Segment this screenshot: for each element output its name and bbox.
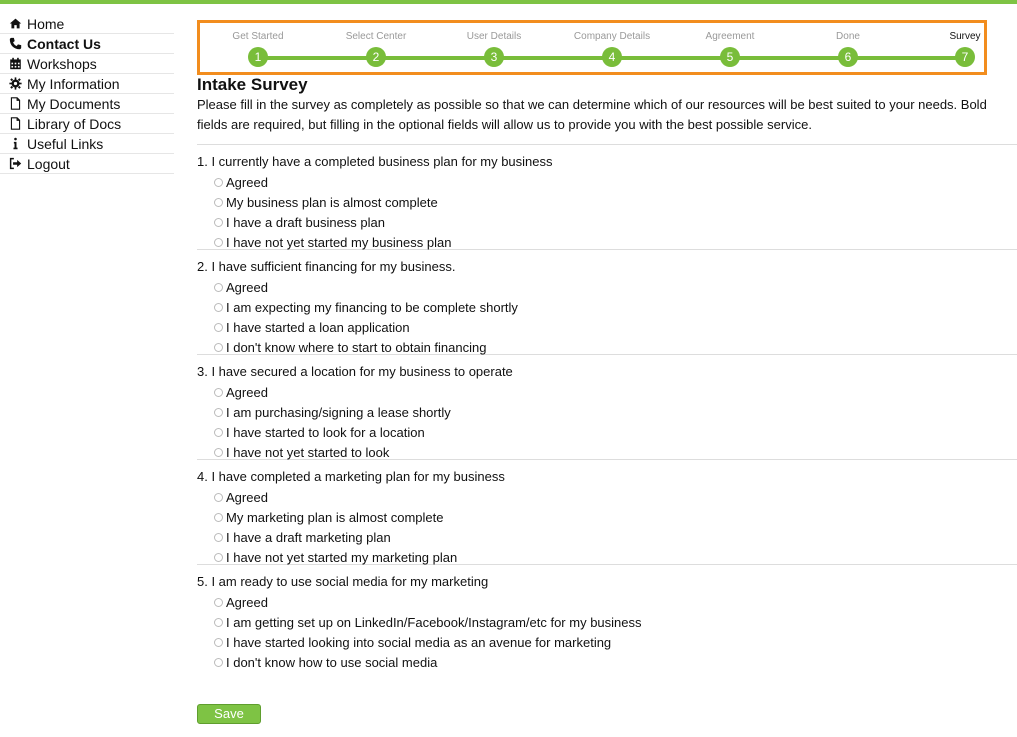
radio-button[interactable] <box>214 198 223 207</box>
sidebar-item-label: Contact Us <box>27 35 101 52</box>
radio-option[interactable] <box>214 527 1017 547</box>
sidebar-nav <box>0 14 174 174</box>
step-number: 7 <box>955 47 975 67</box>
radio-button[interactable] <box>214 533 223 542</box>
step-label: Select Center <box>345 31 407 42</box>
info-icon <box>9 137 22 150</box>
home-icon <box>9 17 22 30</box>
option-label: I don't know how to use social media <box>226 654 438 670</box>
radio-button[interactable] <box>214 303 223 312</box>
radio-button[interactable] <box>214 323 223 332</box>
option-label: I have not yet started my marketing plan <box>226 549 458 565</box>
step-number: 4 <box>602 47 622 67</box>
step-number: 6 <box>838 47 858 67</box>
step-label: Survey <box>949 31 981 42</box>
radio-button[interactable] <box>214 283 223 292</box>
radio-option[interactable] <box>214 277 1017 297</box>
question-text: 1. I currently have a completed business plan for my business <box>197 154 553 169</box>
sidebar-item-label: Useful Links <box>27 135 104 152</box>
sidebar-item-label: Logout <box>27 155 70 172</box>
radio-option[interactable] <box>214 487 1017 507</box>
sidebar-item-label: My Information <box>27 75 120 92</box>
radio-button[interactable] <box>214 638 223 647</box>
sidebar-item-home[interactable] <box>0 14 174 34</box>
option-label: My business plan is almost complete <box>226 194 438 210</box>
sidebar-item-logout[interactable] <box>0 154 174 174</box>
option-label: I am purchasing/signing a lease shortly <box>226 404 451 420</box>
option-label: I have not yet started to look <box>226 444 390 460</box>
radio-button[interactable] <box>214 618 223 627</box>
sidebar-item-useful-links[interactable] <box>0 134 174 154</box>
radio-option[interactable] <box>214 632 1017 652</box>
question-text: 2. I have sufficient financing for my business. <box>197 259 456 274</box>
step-agreement[interactable] <box>680 23 780 67</box>
option-label: Agreed <box>226 594 268 610</box>
radio-button[interactable] <box>214 553 223 562</box>
phone-icon <box>9 37 22 50</box>
radio-button[interactable] <box>214 218 223 227</box>
survey-question <box>197 144 1017 249</box>
document-icon <box>9 97 22 110</box>
step-label: Get Started <box>232 31 284 42</box>
radio-option[interactable] <box>214 402 1017 422</box>
radio-option[interactable] <box>214 382 1017 402</box>
option-label: I have started a loan application <box>226 319 410 335</box>
step-number: 1 <box>248 47 268 67</box>
survey-form <box>197 75 1017 669</box>
sidebar-item-library-of-docs[interactable] <box>0 114 174 134</box>
step-label: Agreement <box>705 31 755 42</box>
option-label: Agreed <box>226 279 268 295</box>
sidebar-item-my-documents[interactable] <box>0 94 174 114</box>
top-accent-bar <box>0 0 1017 4</box>
radio-button[interactable] <box>214 658 223 667</box>
radio-button[interactable] <box>214 448 223 457</box>
step-number: 5 <box>720 47 740 67</box>
option-label: I am getting set up on LinkedIn/Facebook/Instagram/etc for my business <box>226 614 642 630</box>
radio-button[interactable] <box>214 493 223 502</box>
radio-button[interactable] <box>214 598 223 607</box>
page-title: Intake Survey <box>197 75 308 94</box>
radio-option[interactable] <box>214 507 1017 527</box>
sidebar-item-my-information[interactable] <box>0 74 174 94</box>
survey-question <box>197 249 1017 354</box>
radio-option[interactable] <box>214 297 1017 317</box>
survey-question <box>197 354 1017 459</box>
radio-option[interactable] <box>214 592 1017 612</box>
option-label: I am expecting my financing to be complete shortly <box>226 299 518 315</box>
option-label: I don't know where to start to obtain financing <box>226 339 487 355</box>
sidebar-item-label: My Documents <box>27 95 121 112</box>
survey-question <box>197 459 1017 564</box>
step-label: Company Details <box>573 31 651 42</box>
document-icon <box>9 117 22 130</box>
option-label: I have a draft marketing plan <box>226 529 391 545</box>
step-user-details[interactable] <box>444 23 544 67</box>
step-label: User Details <box>466 31 522 42</box>
radio-button[interactable] <box>214 178 223 187</box>
radio-button[interactable] <box>214 408 223 417</box>
radio-button[interactable] <box>214 343 223 352</box>
step-label: Done <box>836 31 860 42</box>
option-label: Agreed <box>226 489 268 505</box>
survey-intro: Please fill in the survey as completely as possible so that we can determine which of our resources will be best suited to your needs. Bold fields are required, but filling in the optional fields will allow us to provide you with the best possible service. <box>197 97 987 132</box>
option-label: I have not yet started my business plan <box>226 234 452 250</box>
radio-option[interactable] <box>214 422 1017 442</box>
step-number: 2 <box>366 47 386 67</box>
radio-button[interactable] <box>214 513 223 522</box>
progress-stepper <box>197 20 987 75</box>
step-done[interactable] <box>798 23 898 67</box>
logout-icon <box>9 157 22 170</box>
radio-option[interactable] <box>214 212 1017 232</box>
radio-option[interactable] <box>214 317 1017 337</box>
radio-option[interactable] <box>214 652 1017 672</box>
option-label: Agreed <box>226 174 268 190</box>
save-button[interactable]: Save <box>197 704 261 724</box>
step-company-details[interactable] <box>562 23 662 67</box>
radio-button[interactable] <box>214 428 223 437</box>
sidebar-item-contact-us[interactable] <box>0 34 174 54</box>
radio-option[interactable] <box>214 172 1017 192</box>
sidebar-item-workshops[interactable] <box>0 54 174 74</box>
gear-icon <box>9 77 22 90</box>
radio-button[interactable] <box>214 238 223 247</box>
step-get-started[interactable] <box>208 23 308 67</box>
sidebar-item-label: Home <box>27 15 65 32</box>
option-label: My marketing plan is almost complete <box>226 509 444 525</box>
option-label: I have started looking into social media as an avenue for marketing <box>226 634 612 650</box>
option-label: I have started to look for a location <box>226 424 425 440</box>
survey-question <box>197 564 1017 669</box>
radio-option[interactable] <box>214 612 1017 632</box>
question-text: 4. I have completed a marketing plan for my business <box>197 469 505 484</box>
question-text: 3. I have secured a location for my business to operate <box>197 364 513 379</box>
sidebar-item-label: Workshops <box>27 55 97 72</box>
radio-button[interactable] <box>214 388 223 397</box>
option-label: Agreed <box>226 384 268 400</box>
option-label: I have a draft business plan <box>226 214 385 230</box>
step-select-center[interactable] <box>326 23 426 67</box>
step-number: 3 <box>484 47 504 67</box>
step-survey[interactable] <box>915 23 1015 67</box>
radio-option[interactable] <box>214 192 1017 212</box>
calendar-icon <box>9 57 22 70</box>
sidebar-item-label: Library of Docs <box>27 115 122 132</box>
question-text: 5. I am ready to use social media for my marketing <box>197 574 489 589</box>
